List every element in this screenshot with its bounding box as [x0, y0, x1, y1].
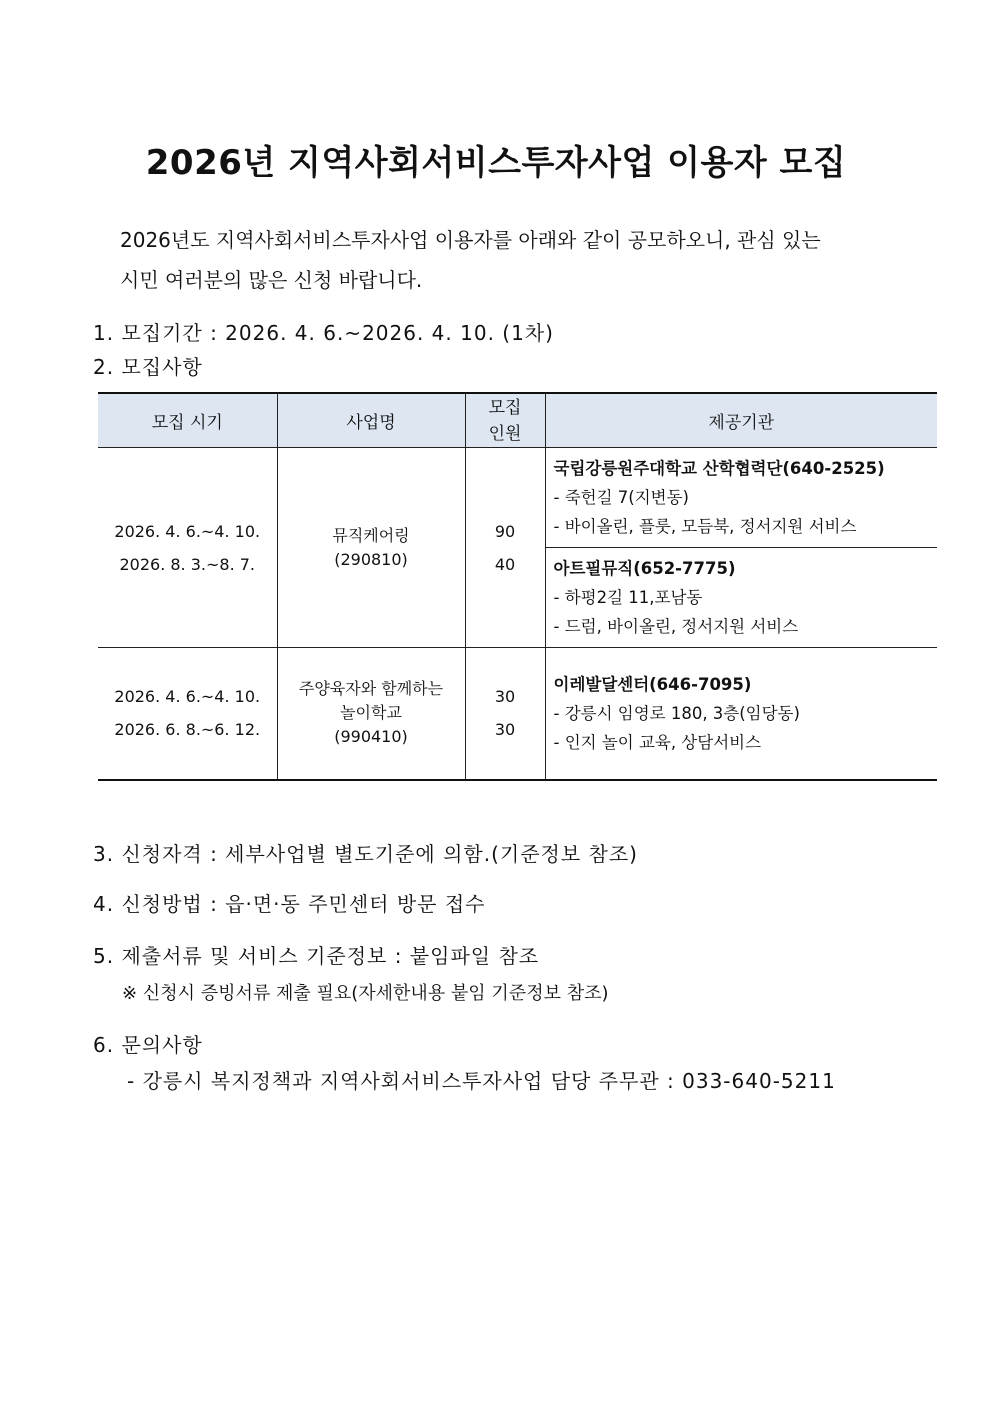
header-provider: 제공기관: [545, 393, 937, 448]
table-row: [98, 448, 937, 548]
header-program: 사업명: [277, 393, 465, 448]
section-apply-method: 4. 신청방법 : 읍·면·동 주민센터 방문 접수: [93, 892, 486, 916]
count-1: 90: [494, 521, 516, 541]
count-2: 40: [494, 554, 516, 574]
recruit-table: [98, 392, 937, 781]
program-name: 뮤직케어링: [332, 525, 410, 545]
intro-line-1: 2026년도 지역사회서비스투자사업 이용자를 아래와 같이 공모하오니, 관심 있는: [120, 228, 821, 252]
provider-cell: [545, 448, 937, 548]
period-1: 2026. 4. 6.~4. 10.: [114, 687, 261, 707]
provider-services: - 인지 놀이 교육, 상담서비스: [553, 732, 762, 752]
page-title: 2026년 지역사회서비스투자사업 이용자 모집: [145, 143, 847, 183]
provider-services: - 바이올린, 플룻, 모듬북, 정서지원 서비스: [553, 517, 857, 536]
table-row: [98, 648, 937, 780]
documents-note: ※ 신청시 증빙서류 제출 필요(자세한내용 붙임 기준정보 참조): [122, 983, 609, 1004]
section-recruit-period: 1. 모집기간 : 2026. 4. 6.~2026. 4. 10. (1차): [93, 321, 554, 345]
intro-line-2: 시민 여러분의 많은 신청 바랍니다.: [120, 268, 423, 292]
section-inquiry: 6. 문의사항: [93, 1033, 203, 1057]
count-2: 30: [494, 720, 516, 740]
count-cell: [465, 648, 545, 780]
program-code: (990410): [334, 727, 408, 747]
provider-services: - 드럼, 바이올린, 정서지원 서비스: [553, 617, 799, 636]
period-2: 2026. 8. 3.~8. 7.: [119, 554, 256, 574]
header-count-line1: 모집: [488, 397, 522, 418]
provider-address: - 죽헌길 7(지변동): [553, 488, 689, 507]
provider-address: - 강릉시 임영로 180, 3층(임당동): [553, 703, 800, 723]
header-count-line2: 인원: [488, 423, 522, 444]
period-1: 2026. 4. 6.~4. 10.: [114, 521, 261, 541]
program-name: 주양육자와 함께하는: [298, 679, 444, 699]
header-count: [465, 393, 545, 448]
period-cell: [98, 648, 277, 780]
provider-cell: [545, 648, 937, 780]
program-cell: [277, 648, 465, 780]
provider-name: 이레발달센터(646-7095): [553, 674, 752, 694]
count-cell: [465, 448, 545, 648]
provider-cell: [545, 548, 937, 648]
table-header-row: [98, 393, 937, 448]
program-cell: [277, 448, 465, 648]
provider-name: 아트필뮤직(652-7775): [553, 559, 736, 578]
provider-address: - 하평2길 11,포남동: [553, 588, 703, 607]
provider-name: 국립강릉원주대학교 산학협력단(640-2525): [553, 459, 885, 478]
inquiry-contact: - 강릉시 복지정책과 지역사회서비스투자사업 담당 주무관 : 033-640-5211: [127, 1069, 836, 1093]
program-code: (290810): [334, 549, 408, 569]
section-recruit-items: 2. 모집사항: [93, 355, 203, 379]
section-documents: 5. 제출서류 및 서비스 기준정보 : 붙임파일 참조: [93, 944, 540, 968]
period-2: 2026. 6. 8.~6. 12.: [114, 720, 261, 740]
program-name-2: 놀이학교: [340, 703, 402, 723]
period-cell: [98, 448, 277, 648]
header-period: 모집 시기: [98, 393, 277, 448]
section-eligibility: 3. 신청자격 : 세부사업별 별도기준에 의함.(기준정보 참조): [93, 842, 638, 866]
count-1: 30: [494, 687, 516, 707]
